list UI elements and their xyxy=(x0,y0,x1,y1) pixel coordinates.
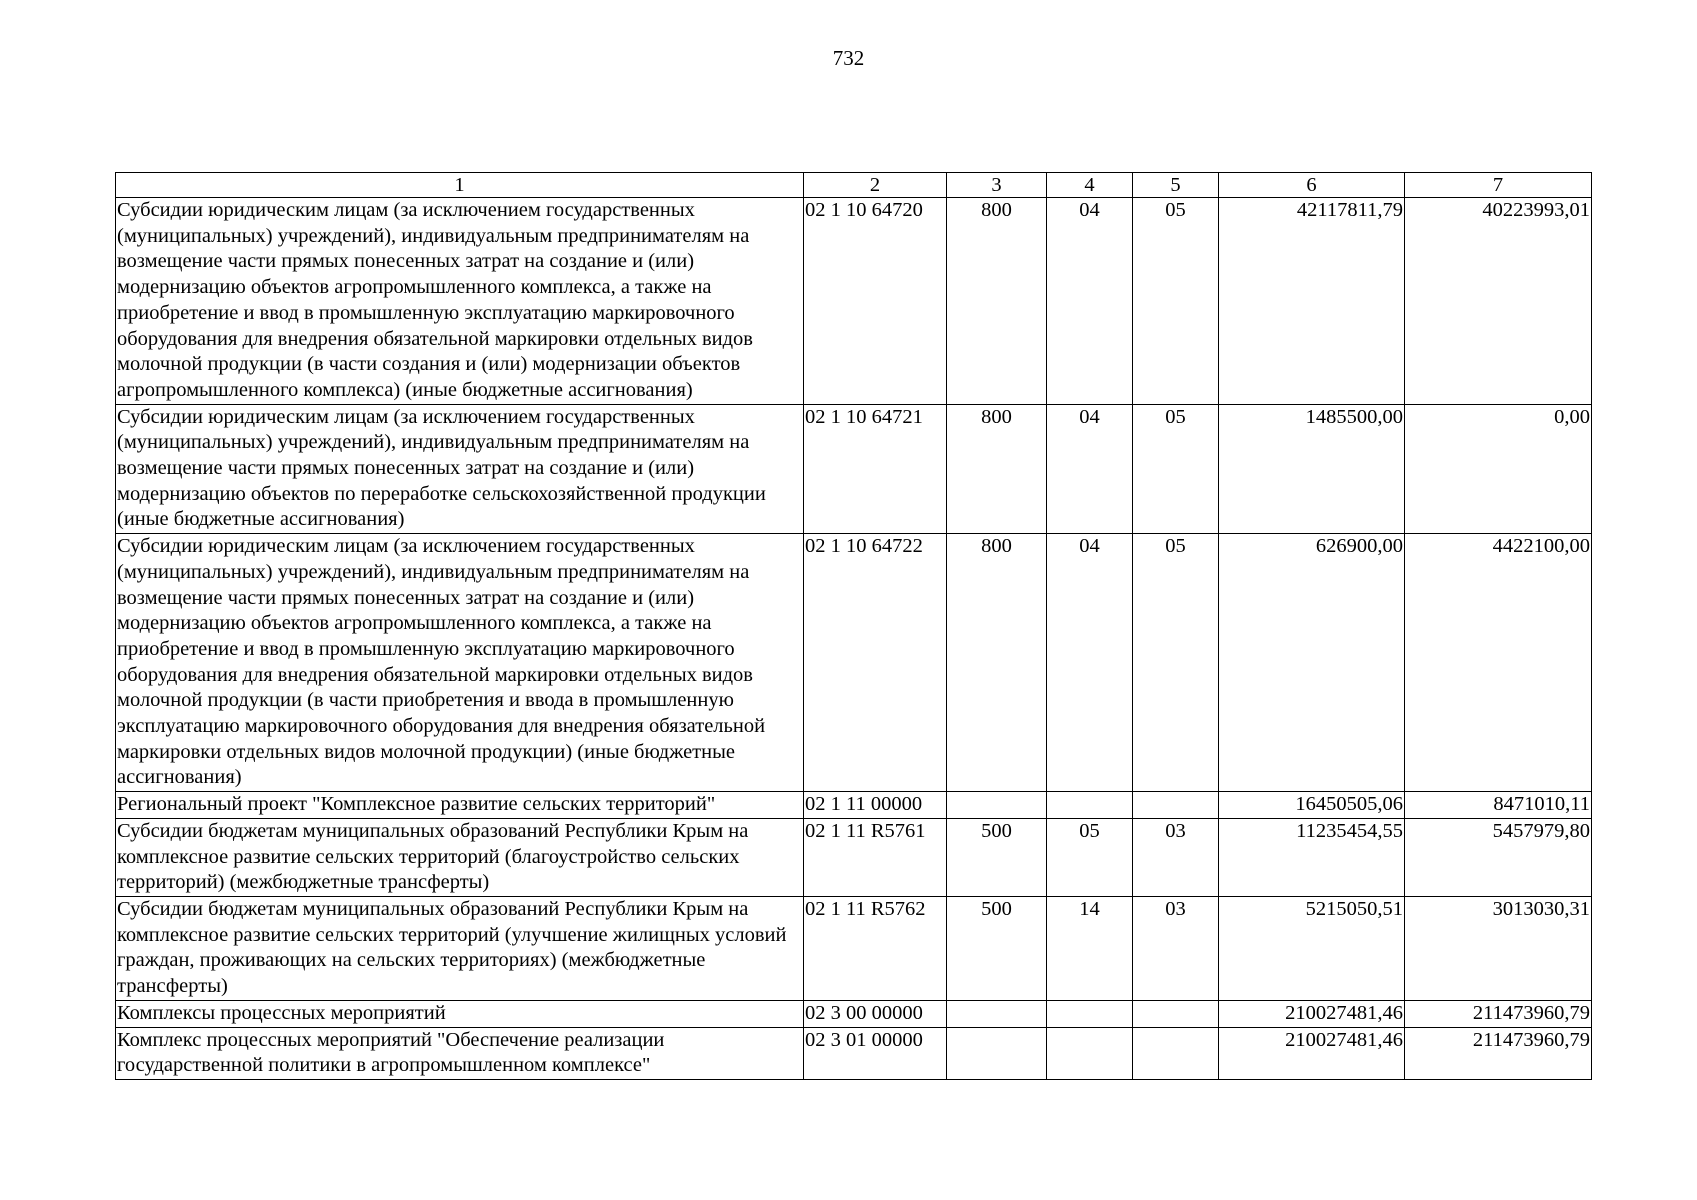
expense-type xyxy=(947,792,1047,819)
table-row xyxy=(116,792,1592,819)
header-row xyxy=(116,173,1592,198)
column-header: 6 xyxy=(1219,173,1405,198)
table-row xyxy=(116,1027,1592,1079)
table-row xyxy=(116,818,1592,896)
item-description: Субсидии бюджетам муниципальных образований Республики Крым на комплексное развитие сельских территорий (благоустройство сельских территорий) (межбюджетные трансферты) xyxy=(116,818,804,896)
subsection-code: 03 xyxy=(1133,896,1219,1000)
item-description: Субсидии юридическим лицам (за исключением государственных (муниципальных) учреждений), индивидуальным предпринимателям на возмещение части прямых понесенных затрат на создание и (или) модернизацию объектов по переработке сельскохозяйственной продукции (иные бюджетные ассигнования) xyxy=(116,404,804,534)
budget-code: 02 1 11 R5762 xyxy=(804,896,947,1000)
amount-col6: 210027481,46 xyxy=(1219,1027,1405,1079)
amount-col7: 40223993,01 xyxy=(1405,198,1592,405)
item-description: Региональный проект "Комплексное развитие сельских территорий" xyxy=(116,792,804,819)
amount-col7: 211473960,79 xyxy=(1405,1027,1592,1079)
amount-col6: 1485500,00 xyxy=(1219,404,1405,534)
budget-code: 02 3 01 00000 xyxy=(804,1027,947,1079)
subsection-code: 05 xyxy=(1133,534,1219,792)
expense-type: 800 xyxy=(947,198,1047,405)
table-row xyxy=(116,896,1592,1000)
subsection-code: 05 xyxy=(1133,198,1219,405)
amount-col7: 4422100,00 xyxy=(1405,534,1592,792)
amount-col6: 11235454,55 xyxy=(1219,818,1405,896)
subsection-code: 05 xyxy=(1133,404,1219,534)
amount-col7: 5457979,80 xyxy=(1405,818,1592,896)
budget-table xyxy=(115,172,1592,1080)
column-header: 5 xyxy=(1133,173,1219,198)
amount-col6: 210027481,46 xyxy=(1219,1000,1405,1027)
amount-col7: 3013030,31 xyxy=(1405,896,1592,1000)
budget-code: 02 1 11 R5761 xyxy=(804,818,947,896)
budget-code: 02 1 10 64721 xyxy=(804,404,947,534)
amount-col6: 626900,00 xyxy=(1219,534,1405,792)
expense-type: 800 xyxy=(947,404,1047,534)
expense-type xyxy=(947,1027,1047,1079)
amount-col6: 5215050,51 xyxy=(1219,896,1405,1000)
section-code xyxy=(1047,792,1133,819)
item-description: Субсидии бюджетам муниципальных образований Республики Крым на комплексное развитие сельских территорий (улучшение жилищных условий граждан, проживающих на сельских территориях) (межбюджетные трансферты) xyxy=(116,896,804,1000)
section-code: 14 xyxy=(1047,896,1133,1000)
column-header: 3 xyxy=(947,173,1047,198)
budget-code: 02 3 00 00000 xyxy=(804,1000,947,1027)
table-row xyxy=(116,404,1592,534)
section-code: 05 xyxy=(1047,818,1133,896)
item-description: Комплекс процессных мероприятий "Обеспечение реализации государственной политики в агропромышленном комплексе" xyxy=(116,1027,804,1079)
item-description: Субсидии юридическим лицам (за исключением государственных (муниципальных) учреждений), индивидуальным предпринимателям на возмещение части прямых понесенных затрат на создание и (или) модернизацию объектов агропромышленного комплекса, а также на приобретение и ввод в промышленную эксплуатацию маркировочного оборудования для внедрения обязательной маркировки отдельных видов молочной продукции (в части приобретения и ввода в промышленную эксплуатацию маркировочного оборудования для внедрения обязательной маркировки отдельных видов молочной продукции) (иные бюджетные ассигнования) xyxy=(116,534,804,792)
amount-col7: 211473960,79 xyxy=(1405,1000,1592,1027)
section-code: 04 xyxy=(1047,404,1133,534)
column-header: 1 xyxy=(116,173,804,198)
expense-type: 500 xyxy=(947,818,1047,896)
column-header: 4 xyxy=(1047,173,1133,198)
page-number: 732 xyxy=(832,46,865,70)
item-description: Субсидии юридическим лицам (за исключением государственных (муниципальных) учреждений), индивидуальным предпринимателям на возмещение части прямых понесенных затрат на создание и (или) модернизацию объектов агропромышленного комплекса, а также на приобретение и ввод в промышленную эксплуатацию маркировочного оборудования для внедрения обязательной маркировки отдельных видов молочной продукции (в части создания и (или) модернизации объектов агропромышленного комплекса) (иные бюджетные ассигнования) xyxy=(116,198,804,405)
subsection-code: 03 xyxy=(1133,818,1219,896)
section-code: 04 xyxy=(1047,198,1133,405)
column-header: 2 xyxy=(804,173,947,198)
amount-col6: 16450505,06 xyxy=(1219,792,1405,819)
budget-code: 02 1 11 00000 xyxy=(804,792,947,819)
subsection-code xyxy=(1133,1027,1219,1079)
subsection-code xyxy=(1133,1000,1219,1027)
section-code: 04 xyxy=(1047,534,1133,792)
amount-col7: 0,00 xyxy=(1405,404,1592,534)
item-description: Комплексы процессных мероприятий xyxy=(116,1000,804,1027)
expense-type: 500 xyxy=(947,896,1047,1000)
amount-col6: 42117811,79 xyxy=(1219,198,1405,405)
expense-type xyxy=(947,1000,1047,1027)
subsection-code xyxy=(1133,792,1219,819)
section-code xyxy=(1047,1000,1133,1027)
column-header: 7 xyxy=(1405,173,1592,198)
table-row xyxy=(116,1000,1592,1027)
amount-col7: 8471010,11 xyxy=(1405,792,1592,819)
table-row xyxy=(116,198,1592,405)
budget-code: 02 1 10 64720 xyxy=(804,198,947,405)
table-row xyxy=(116,534,1592,792)
section-code xyxy=(1047,1027,1133,1079)
budget-code: 02 1 10 64722 xyxy=(804,534,947,792)
expense-type: 800 xyxy=(947,534,1047,792)
